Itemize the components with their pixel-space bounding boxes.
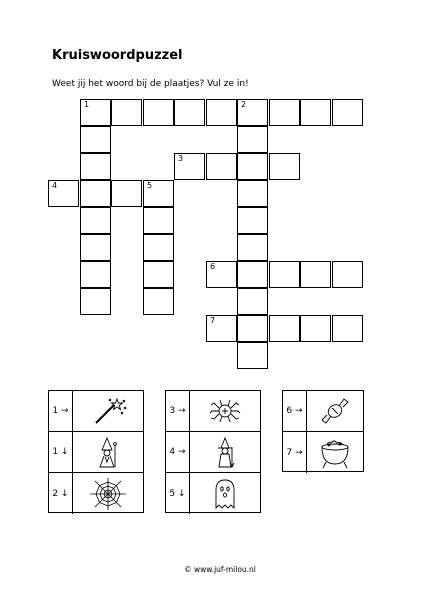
clue-number: 4 [52,181,58,190]
clue-label: 3 → [166,391,190,431]
clue-label: 6 → [283,391,307,431]
grid-cell[interactable] [332,315,363,342]
wizard-icon [88,435,128,469]
grid-cell[interactable] [174,153,205,180]
clue-number: 7 [210,316,216,325]
page-title: Kruiswoordpuzzel [52,48,183,63]
clue-row [49,391,143,432]
grid-cell[interactable] [143,261,174,288]
grid-cell[interactable] [237,315,268,342]
clue-number: 2 [241,100,247,109]
grid-cell[interactable] [80,180,111,207]
clue-table [165,390,261,513]
grid-cell[interactable] [206,99,237,126]
clue-label: 5 ↓ [166,473,190,514]
spiderweb-icon [86,476,130,512]
witch-icon [205,435,245,469]
grid-cell[interactable] [269,153,300,180]
copyright-footer: © www.juf-milou.nl [184,565,256,574]
grid-cell[interactable] [269,261,300,288]
ghost-icon [205,476,245,512]
clue-label: 2 ↓ [49,473,73,514]
clue-row [166,432,260,473]
grid-cell[interactable] [237,180,268,207]
clue-number: 5 [147,181,153,190]
grid-cell[interactable] [206,153,237,180]
grid-cell[interactable] [80,126,111,153]
grid-cell[interactable] [143,207,174,234]
grid-cell[interactable] [143,234,174,261]
grid-cell[interactable] [111,180,142,207]
clue-row [166,391,260,432]
grid-cell[interactable] [48,180,79,207]
grid-cell[interactable] [237,288,268,315]
grid-cell[interactable] [300,99,331,126]
grid-cell[interactable] [332,261,363,288]
clue-label: 1 → [49,391,73,431]
grid-cell[interactable] [269,315,300,342]
candy-icon [315,395,355,427]
clue-number: 1 [84,100,90,109]
clue-number: 6 [210,262,216,271]
magic-wand-icon [88,395,128,427]
grid-cell[interactable] [80,261,111,288]
grid-cell[interactable] [300,261,331,288]
clue-row [49,432,143,473]
grid-cell[interactable] [237,99,268,126]
grid-cell[interactable] [332,99,363,126]
grid-cell[interactable] [206,261,237,288]
clue-row [166,473,260,514]
clue-row [283,391,363,432]
cauldron-icon [315,436,355,470]
clue-label: 7 → [283,432,307,473]
grid-cell[interactable] [111,99,142,126]
grid-cell[interactable] [300,315,331,342]
instruction-text: Weet jij het woord bij de plaatjes? Vul ze in! [52,79,249,89]
clue-number: 3 [178,154,184,163]
grid-cell[interactable] [80,288,111,315]
clue-label: 1 ↓ [49,432,73,472]
grid-cell[interactable] [237,153,268,180]
grid-cell[interactable] [237,207,268,234]
grid-cell[interactable] [206,315,237,342]
spider-icon [205,395,245,427]
grid-cell[interactable] [80,153,111,180]
clue-row [283,432,363,473]
grid-cell[interactable] [143,288,174,315]
clue-table [282,390,364,472]
grid-cell[interactable] [237,234,268,261]
clue-label: 4 → [166,432,190,472]
grid-cell[interactable] [237,261,268,288]
grid-cell[interactable] [80,234,111,261]
grid-cell[interactable] [237,126,268,153]
grid-cell[interactable] [80,207,111,234]
grid-cell[interactable] [143,99,174,126]
grid-cell[interactable] [143,180,174,207]
clue-table [48,390,144,513]
grid-cell[interactable] [269,99,300,126]
clue-row [49,473,143,514]
grid-cell[interactable] [174,99,205,126]
grid-cell[interactable] [237,342,268,369]
grid-cell[interactable] [80,99,111,126]
